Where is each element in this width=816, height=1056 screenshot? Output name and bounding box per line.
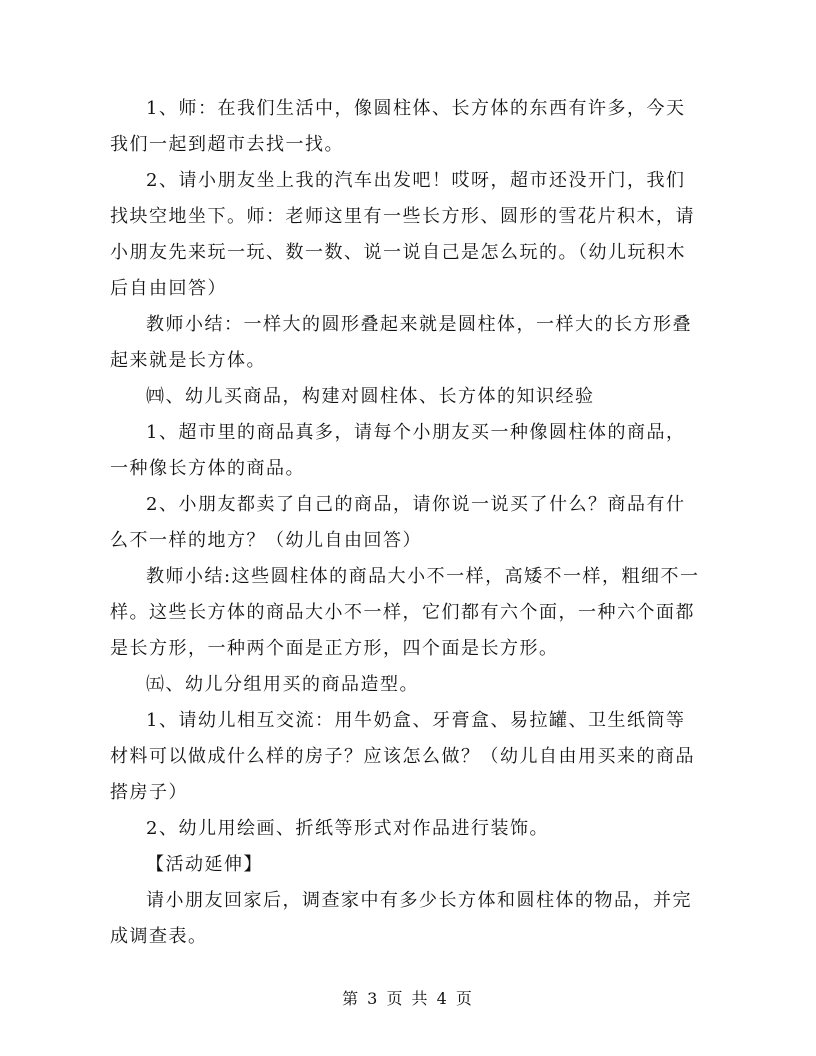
paragraph-homework: 请小朋友回家后，调查家中有多少长方体和圆柱体的物品，并完成调查表。 [110,890,692,947]
paragraph-summary-1: 教师小结：一样大的圆形叠起来就是圆柱体，一样大的长方形叠起来就是长方体。 [110,314,692,371]
paragraph-car-blocks: 2、请小朋友坐上我的汽车出发吧！哎呀，超市还没开门，我们找块空地坐下。师：老师这里有一些长方形、圆形的雪花片积木，请小朋友先来玩一玩、数一数、说一说自己是怎么玩的。（幼儿玩积木后自由回答） [110,170,695,299]
paragraph-decoration: 2、幼儿用绘画、折纸等形式对作品进行装饰。 [146,818,549,839]
section-heading-extension: 【活动延伸】 [146,854,263,875]
paragraph-summary-2: 教师小结:这些圆柱体的商品大小不一样，高矮不一样，粗细不一样。这些长方体的商品大小不一样，它们都有六个面，一种六个面都是长方形，一种两个面是正方形，四个面是长方形。 [110,566,700,659]
document-body [110,91,700,955]
section-heading-4: ㈣、幼儿买商品，构建对圆柱体、长方体的知识经验 [146,386,595,407]
page-number-label: 第 3 页 共 4 页 [342,989,474,1008]
paragraph-bought-items: 2、小朋友都卖了自己的商品，请你说一说买了什么？商品有什么不一样的地方？（幼儿自由回答） [110,494,686,551]
paragraph-supermarket: 1、超市里的商品真多，请每个小朋友买一种像圆柱体的商品，一种像长方体的商品。 [110,422,686,479]
page-footer [0,986,816,1009]
section-heading-5: ㈤、幼儿分组用买的商品造型。 [146,674,419,695]
paragraph-teacher-intro: 1、师：在我们生活中，像圆柱体、长方体的东西有许多，今天我们一起到超市去找一找。 [110,98,686,155]
paragraph-discussion: 1、请幼儿相互交流：用牛奶盒、牙膏盒、易拉罐、卫生纸筒等材料可以做成什么样的房子？应该怎么做？（幼儿自由用买来的商品搭房子） [110,710,695,803]
